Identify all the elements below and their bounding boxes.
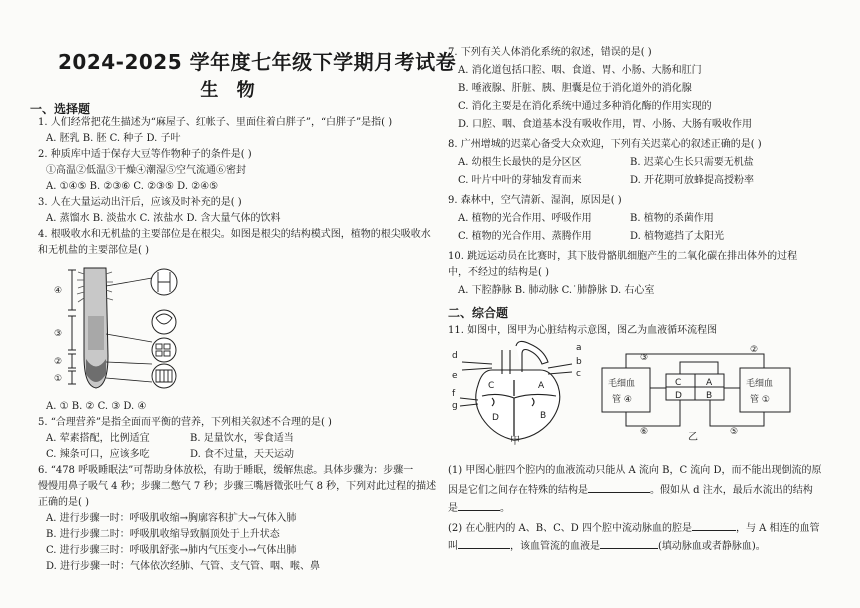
flow-chamber-d: D [675, 391, 682, 401]
q8-option-c: C. 叶片中叶的芽轴发育而来 [458, 175, 582, 186]
q5-stem: 5. “合理营养”是指全面而平衡的营养，下列相关叙述不合理的是( ) [38, 417, 332, 428]
subject-title: 生 物 [200, 80, 261, 101]
q9-stem: 9. 森林中，空气清新、湿润，原因是( ) [448, 195, 622, 206]
q8-stem: 8. 广州增城的迟菜心备受大众欢迎，下列有关迟菜心的叙述正确的是( ) [448, 139, 762, 150]
q7-option-b: B. 唾液腺、肝脏、胰、胆囊是位于消化道外的消化腺 [458, 83, 692, 94]
flow-chamber-c: C [675, 378, 682, 388]
q9-option-c: C. 植物的光合作用、蒸腾作用 [458, 231, 592, 242]
exam-title: 2024-2025 学年度七年级下学期月考试卷 [58, 50, 457, 74]
q6-stem-2: 慢慢用鼻子吸气 4 秒；步骤二憋气 7 秒；步骤三嘴唇微张吐气 8 秒，下列对此过程的描述 [38, 481, 437, 492]
q6-stem: 6. “478 呼吸睡眠法”可帮助身体放松，有助于睡眠，缓解焦虑。具体步骤为：步骤一 [38, 465, 414, 476]
q11-answer-blank-4[interactable] [458, 538, 510, 549]
heart-diagram [452, 340, 592, 445]
heart-label-b: b [576, 357, 582, 367]
flow-cap-right: 毛细血 [746, 379, 774, 389]
q11-sub2-line1 [448, 520, 820, 535]
flow-num-5: ⑤ [730, 427, 739, 437]
q11-sub1-text-c: 。假如从 d 注水，最后水流出的结构 [650, 485, 813, 496]
q11-sub1-line3 [448, 500, 510, 515]
q5-option-a: A. 荤素搭配，比例适宜 [46, 433, 150, 444]
q10-options: A. 下腔静脉 B. 肺动脉 C.˙肺静脉 D. 右心室 [458, 285, 655, 296]
q6-option-c: C. 进行步骤三时：呼吸肌舒张→肺内气压变小→气体出肺 [46, 545, 297, 556]
flow-cap-left: 毛细血 [608, 379, 636, 389]
q11-answer-blank-2[interactable] [458, 500, 500, 511]
section-heading-choice: 一、选择题 [30, 102, 91, 116]
q11-sub1-text-e: 。 [500, 503, 510, 514]
heart-label-f: f [452, 389, 456, 399]
q5-option-b: B. 足量饮水，零食适当 [190, 433, 294, 444]
q11-answer-blank-1[interactable] [588, 482, 650, 493]
heart-label-g: g [452, 401, 458, 411]
heart-label-e: e [452, 371, 458, 381]
q11-answer-blank-5[interactable] [600, 538, 658, 549]
q6-option-d: D. 进行步骤一时：气体依次经肺、气管、支气管、咽、喉、鼻 [46, 561, 321, 572]
q7-option-c: C. 消化主要是在消化系统中通过多种消化酶的作用实现的 [458, 101, 712, 112]
q7-option-d: D. 口腔、咽、食道基本没有吸收作用，胃、小肠、大肠有吸收作用 [458, 119, 753, 130]
q11-sub1-text-b: 因是它们之间存在特殊的结构是 [448, 485, 588, 496]
q4-options: A. ① B. ② C. ③ D. ④ [46, 401, 147, 412]
q3-stem: 3. 人在大量运动出汗后，应该及时补充的是( ) [38, 197, 242, 208]
heart-chamber-a: A [538, 381, 545, 391]
q8-option-d: D. 开花期可放蜂提高授粉率 [630, 175, 755, 186]
q11-sub2-text-c: 叫 [448, 541, 458, 552]
q11-sub2-text-a: (2) 在心脏内的 A、B、C、D 四个腔中流动脉血的腔是 [448, 523, 692, 534]
root-label-1: ① [54, 374, 63, 384]
q4-stem: 4. 根吸收水和无机盐的主要部位是在根尖。如图是根尖的结构模式图，植物的根尖吸收水 [38, 229, 431, 240]
root-tip-figure [48, 264, 200, 394]
root-label-2: ② [54, 357, 63, 367]
q11-sub2-text-d: ，该血管流的血液是 [510, 541, 600, 552]
q4-stem-2: 和无机盐的主要部位是( ) [38, 245, 149, 256]
circulation-flow-diagram [600, 342, 818, 442]
flow-num-3: ③ [640, 353, 649, 363]
q1-options: A. 胚乳 B. 胚 C. 种子 D. 子叶 [46, 133, 181, 144]
heart-chamber-c: C [488, 381, 495, 391]
q11-sub2-text-b: ，与 A 相连的血管 [735, 523, 820, 534]
heart-label-a: a [576, 343, 582, 353]
q9-option-a: A. 植物的光合作用、呼吸作用 [458, 213, 592, 224]
q7-stem: 7. 下列有关人体消化系统的叙述，错误的是( ) [448, 47, 652, 58]
q11-sub1-line2 [448, 482, 813, 497]
q11-sub1: (1) 甲图心脏四个腔内的血液流动只能从 A 流向 B，C 流向 D，而不能出现倒流的原 [448, 465, 822, 476]
q5-option-c: C. 辣条可口，应该多吃 [46, 449, 150, 460]
q11-answer-blank-3[interactable] [692, 520, 736, 531]
q11-sub2-text-e: (填动脉血或者静脉血)。 [658, 541, 766, 552]
q3-options: A. 蒸馏水 B. 淡盐水 C. 浓盐水 D. 含大量气体的饮料 [46, 213, 281, 224]
q2-options: A. ①④⑤ B. ②③⑥ C. ②③⑤ D. ②④⑤ [46, 181, 219, 192]
root-label-3: ③ [54, 329, 63, 339]
q2-stem: 2. 种质库中适于保存大豆等作物种子的条件是( ) [38, 149, 252, 160]
q7-option-a: A. 消化道包括口腔、咽、食道、胃、小肠、大肠和肛门 [458, 65, 702, 76]
section-heading-comprehensive: 二、综合题 [448, 306, 509, 320]
q6-option-b: B. 进行步骤二时：呼吸肌收缩导致膈顶处于上升状态 [46, 529, 280, 540]
q11-sub2-line2 [448, 538, 766, 553]
q1-stem: 1. 人们经常把花生描述为“麻屋子、红帐子、里面住着白胖子”，“白胖子”是指( ) [38, 117, 393, 128]
root-label-4: ④ [54, 286, 63, 296]
flow-chamber-a: A [706, 378, 713, 388]
q10-stem-2: 中，不经过的结构是( ) [448, 267, 549, 278]
q9-option-b: B. 植物的杀菌作用 [630, 213, 714, 224]
q8-option-b: B. 迟菜心生长只需要无机盐 [630, 157, 754, 168]
q5-option-d: D. 食不过量，天天运动 [190, 449, 295, 460]
flow-chamber-b: B [706, 391, 713, 401]
heart-label-d: d [452, 351, 458, 361]
flow-num-2: ② [750, 345, 759, 355]
q11-stem: 11. 如图中，图甲为心脏结构示意图，图乙为血液循环流程图 [448, 325, 718, 336]
q11-sub1-text-d: 是 [448, 503, 458, 514]
heart-chamber-d: D [492, 413, 499, 423]
q6-option-a: A. 进行步骤一时：呼吸肌收缩→胸廓容积扩大→气体入肺 [46, 513, 297, 524]
flow-caption: 乙 [688, 432, 698, 442]
heart-caption: 甲 [510, 436, 520, 445]
heart-label-c: c [576, 369, 581, 379]
q2-conditions: ①高温②低温③干燥④潮湿⑤空气流通⑥密封 [46, 165, 246, 176]
flow-cap-right-2: 管 ① [750, 395, 770, 405]
heart-chamber-b: B [540, 411, 547, 421]
q6-stem-3: 正确的是( ) [38, 497, 89, 508]
q8-option-a: A. 幼根生长最快的是分区区 [458, 157, 582, 168]
q10-stem: 10. 跳远运动员在比赛时，其下肢骨骼肌细胞产生的二氧化碳在排出体外的过程 [448, 251, 798, 262]
q9-option-d: D. 植物遮挡了太阳光 [630, 231, 725, 242]
flow-num-6: ⑥ [640, 427, 649, 437]
flow-cap-left-2: 管 ④ [612, 395, 632, 405]
